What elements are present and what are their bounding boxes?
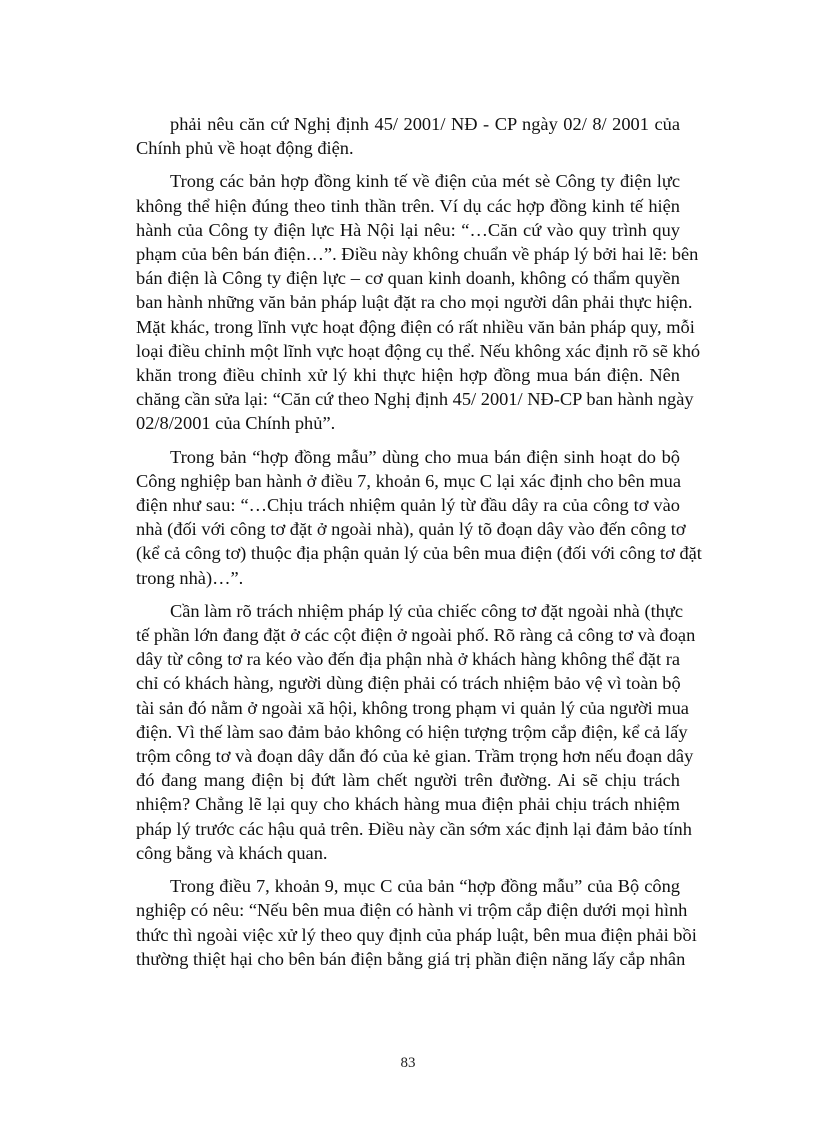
text-line: Công nghiệp ban hành ở điều 7, khoản 6, mục C lại xác định cho bên mua xyxy=(136,470,681,491)
text-line: chỉ có khách hàng, người dùng điện phải có trách nhiệm bảo vệ vì toàn bộ xyxy=(136,673,681,694)
text-line: tế phần lớn đang đặt ở các cột điện ở ngoài phố. Rõ ràng cả công tơ và đoạn xyxy=(136,625,696,646)
paragraph-1 xyxy=(136,112,680,160)
text-line: Trong điều 7, khoản 9, mục C của bản “hợp đồng mẫu” của Bộ công xyxy=(170,876,680,897)
text-line: thức thì ngoài việc xử lý theo quy định của pháp luật, bên mua điện phải bồi xyxy=(136,924,697,945)
text-line: (kể cả công tơ) thuộc địa phận quản lý của bên mua điện (đối với công tơ đặt xyxy=(136,543,702,564)
text-line: loại điều chỉnh một lĩnh vực hoạt động cụ thể. Nếu không xác định rõ sẽ khó xyxy=(136,340,701,361)
text-line: khăn trong điều chỉnh xử lý khi thực hiện hợp đồng mua bán điện. Nên xyxy=(136,365,680,386)
text-line: Chính phủ về hoạt động điện. xyxy=(136,138,354,159)
text-line: phạm của bên bán điện…”. Điều này không chuẩn về pháp lý bởi hai lẽ: bên xyxy=(136,244,699,265)
text-line: điện. Vì thế làm sao đảm bảo không có hiện tượng trộm cắp điện, kể cả lấy xyxy=(136,721,688,742)
page-number: 83 xyxy=(400,1055,416,1071)
text-line: 02/8/2001 của Chính phủ”. xyxy=(136,413,336,434)
text-line: hành của Công ty điện lực Hà Nội lại nêu: “…Căn cứ vào quy trình quy xyxy=(136,219,680,240)
text-line: dây từ công tơ ra kéo vào đến địa phận nhà ở khách hàng không thể đặt ra xyxy=(136,649,680,670)
text-line: bán điện là Công ty điện lực – cơ quan kinh doanh, không có thẩm quyền xyxy=(136,268,680,289)
paragraph-5 xyxy=(136,874,697,971)
text-line: ban hành những văn bản pháp luật đặt ra cho mọi người dân phải thực hiện. xyxy=(136,292,693,313)
text-line: trong nhà)…”. xyxy=(136,567,244,588)
paragraph-3 xyxy=(136,445,702,590)
text-line: pháp lý trước các hậu quả trên. Điều này cần sớm xác định lại đảm bảo tính xyxy=(136,818,692,839)
text-line: Trong bản “hợp đồng mẫu” dùng cho mua bán điện sinh hoạt do bộ xyxy=(170,446,680,467)
text-line: điện như sau: “…Chịu trách nhiệm quản lý từ đầu dây ra của công tơ vào xyxy=(136,495,680,516)
text-line: Mặt khác, trong lĩnh vực hoạt động điện có rất nhiều văn bản pháp quy, mỗi xyxy=(136,316,695,337)
text-line: tài sản đó nằm ở ngoài xã hội, không trong phạm vi quản lý của người mua xyxy=(136,697,689,718)
paragraph-2 xyxy=(136,169,701,435)
text-line: Cần làm rõ trách nhiệm pháp lý của chiếc công tơ đặt ngoài nhà (thực xyxy=(170,600,683,621)
text-line: đó đang mang điện bị đứt làm chết người trên đường. Ai sẽ chịu trách xyxy=(136,770,680,791)
paragraph-4 xyxy=(136,599,696,865)
text-line: Trong các bản hợp đồng kinh tế về điện của mét sè Công ty điện lực xyxy=(170,171,680,192)
text-line: nhà (đối với công tơ đặt ở ngoài nhà), quản lý tõ đoạn dây vào đến công tơ xyxy=(136,519,686,540)
text-line: không thể hiện đúng theo tinh thần trên. Ví dụ các hợp đồng kinh tế hiện xyxy=(136,195,680,216)
text-line: công bằng và khách quan. xyxy=(136,842,328,863)
text-line: thường thiệt hại cho bên bán điện bằng giá trị phần điện năng lấy cắp nhân xyxy=(136,948,686,969)
text-line: chăng cần sửa lại: “Căn cứ theo Nghị định 45/ 2001/ NĐ-CP ban hành ngày xyxy=(136,389,694,410)
text-line: trộm công tơ và đoạn dây dẫn đó của kẻ gian. Trầm trọng hơn nếu đoạn dây xyxy=(136,746,694,767)
text-line: phải nêu căn cứ Nghị định 45/ 2001/ NĐ - CP ngày 02/ 8/ 2001 của xyxy=(170,114,680,134)
body-text xyxy=(136,112,702,980)
text-line: nghiệp có nêu: “Nếu bên mua điện có hành vi trộm cắp điện dưới mọi hình xyxy=(136,900,688,921)
text-line: nhiệm? Chẳng lẽ lại quy cho khách hàng mua điện phải chịu trách nhiệm xyxy=(136,794,680,815)
